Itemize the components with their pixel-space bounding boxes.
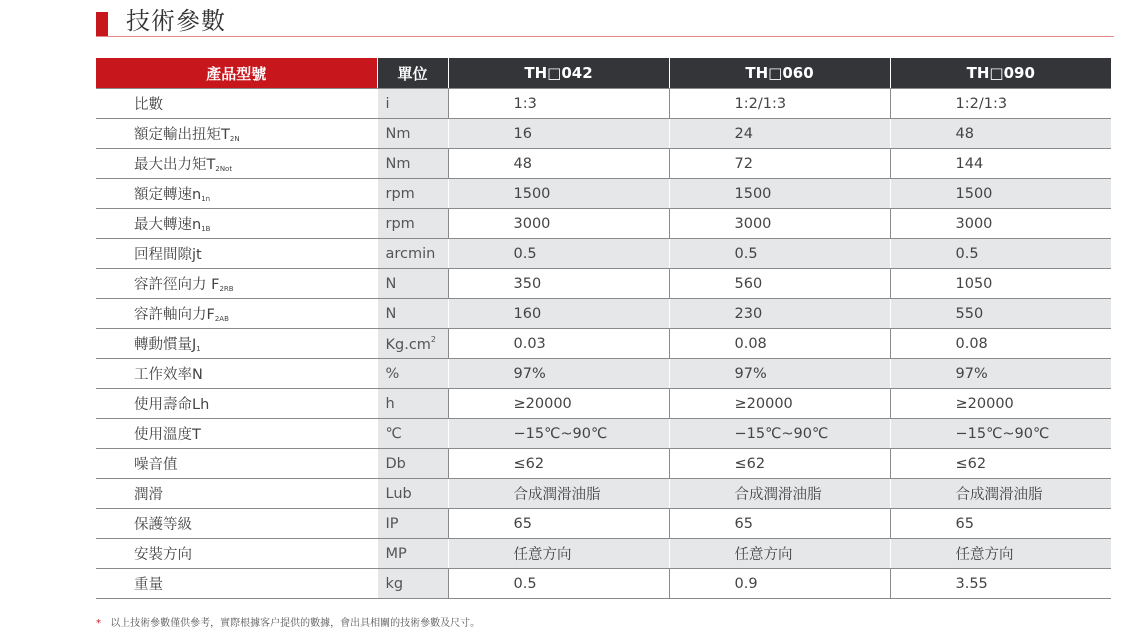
param-subscript: 2RB [219,285,234,293]
param-subscript: 1B [201,225,211,233]
param-value-th090: 0.08 [890,329,1111,359]
param-unit: arcmin [385,245,436,262]
param-name-cell [96,119,377,149]
param-value-th060: 230 [669,299,890,329]
param-name: 使用溫度T [134,427,201,443]
param-name-cell [96,479,377,509]
header-model-th090: TH□090 [890,58,1111,89]
param-unit-cell [377,329,448,359]
page-title: 技術參數 [126,7,226,35]
table-row [96,419,1111,449]
param-unit-cell [377,299,448,329]
param-value-th042: 97% [448,359,669,389]
param-name: 使用壽命Lh [134,397,210,413]
param-value-th060: 0.5 [669,239,890,269]
table-row [96,329,1111,359]
param-unit-cell [377,509,448,539]
param-value-th060: −15℃~90℃ [669,419,890,449]
param-name: 額定轉速n [134,187,202,203]
param-value-th042: 65 [448,509,669,539]
param-name: 最大出力矩T [134,157,216,173]
param-unit-cell [377,149,448,179]
param-value-th090: 1:2/1:3 [890,89,1111,119]
param-value-th060: 65 [669,509,890,539]
param-subscript: 2N [229,135,240,143]
param-unit-cell [377,539,448,569]
param-unit: Nm [385,125,411,142]
param-value-th060: 97% [669,359,890,389]
param-subscript: 2Not [215,165,233,173]
param-name-cell [96,179,377,209]
header-unit: 單位 [377,58,448,89]
param-unit: Kg.cm [385,336,431,353]
param-unit-cell [377,419,448,449]
param-name-cell [96,209,377,239]
param-subscript: 1n [201,195,211,203]
param-name: 安裝方向 [134,547,192,563]
table-row [96,539,1111,569]
param-name: 工作效率N [134,367,203,383]
param-value-th060: 3000 [669,209,890,239]
param-name: 容許徑向力 F [134,277,220,293]
param-value-th042: 任意方向 [448,539,669,569]
param-value-th042: 合成潤滑油脂 [448,479,669,509]
footnote-asterisk: * [96,618,101,629]
param-value-th090: 65 [890,509,1111,539]
param-name-cell [96,329,377,359]
table-row [96,449,1111,479]
param-value-th042: 1:3 [448,89,669,119]
param-name: 容許軸向力F [134,307,215,323]
param-unit-cell [377,359,448,389]
title-divider [96,36,1114,37]
header-model-th060: TH□060 [669,58,890,89]
param-unit: rpm [385,215,415,232]
param-unit-cell [377,389,448,419]
header-model-th042: TH□042 [448,58,669,89]
table-row [96,149,1111,179]
footnote-text: 以上技術參數僅供參考，實際根據客户提供的數據，會出具相關的技術參數及尺寸。 [110,618,481,629]
param-value-th042: 0.5 [448,569,669,599]
param-value-th060: 0.08 [669,329,890,359]
param-value-th042: 3000 [448,209,669,239]
table-row [96,239,1111,269]
title-accent-bar [96,12,108,36]
param-value-th090: 144 [890,149,1111,179]
param-value-th090: 48 [890,119,1111,149]
param-unit: h [385,395,395,412]
param-value-th042: 16 [448,119,669,149]
param-value-th060: 24 [669,119,890,149]
spec-table [96,58,1111,599]
param-value-th060: 1500 [669,179,890,209]
table-row [96,389,1111,419]
table-header-row [96,58,1111,89]
param-value-th090: 97% [890,359,1111,389]
param-unit-cell [377,209,448,239]
table-row [96,509,1111,539]
param-value-th042: 0.03 [448,329,669,359]
param-unit: IP [385,515,399,532]
param-value-th042: 48 [448,149,669,179]
param-value-th060: 合成潤滑油脂 [669,479,890,509]
param-name-cell [96,509,377,539]
param-value-th042: 0.5 [448,239,669,269]
table-row [96,89,1111,119]
param-value-th042: 1500 [448,179,669,209]
param-name-cell [96,389,377,419]
param-name-cell [96,419,377,449]
header-product-model: 產品型號 [96,58,377,89]
param-unit: i [385,95,390,112]
param-name-cell [96,539,377,569]
param-value-th042: ≤62 [448,449,669,479]
param-unit: rpm [385,185,415,202]
param-unit: N [385,305,397,322]
table-row [96,359,1111,389]
param-value-th060: 1:2/1:3 [669,89,890,119]
table-row [96,119,1111,149]
param-unit: ℃ [385,425,402,442]
table-row [96,179,1111,209]
param-value-th042: ≥20000 [448,389,669,419]
param-value-th060: 0.9 [669,569,890,599]
param-unit: Db [385,455,406,472]
param-value-th060: 72 [669,149,890,179]
table-row [96,479,1111,509]
param-unit-cell [377,569,448,599]
param-value-th090: 0.5 [890,239,1111,269]
param-unit-cell [377,89,448,119]
param-subscript: 1 [196,345,201,353]
param-unit-cell [377,239,448,269]
param-unit: Nm [385,155,411,172]
param-value-th060: 任意方向 [669,539,890,569]
param-value-th060: ≤62 [669,449,890,479]
param-name-cell [96,239,377,269]
param-value-th090: 任意方向 [890,539,1111,569]
param-value-th090: 1500 [890,179,1111,209]
param-name-cell [96,569,377,599]
param-subscript: 2AB [214,315,229,323]
param-unit: N [385,275,397,292]
param-unit-cell [377,119,448,149]
param-value-th090: 550 [890,299,1111,329]
param-value-th090: 合成潤滑油脂 [890,479,1111,509]
param-name: 噪音值 [134,457,178,473]
param-unit-cell [377,479,448,509]
param-unit-cell [377,449,448,479]
param-value-th090: −15℃~90℃ [890,419,1111,449]
param-name: 潤滑 [134,487,163,503]
param-name: 回程間隙jt [134,247,202,263]
param-value-th090: 3000 [890,209,1111,239]
param-unit-superscript: 2 [430,334,437,344]
param-unit-cell [377,269,448,299]
spec-table-body [96,89,1111,599]
param-value-th090: ≥20000 [890,389,1111,419]
param-name: 比數 [134,97,163,113]
param-unit-cell [377,179,448,209]
param-value-th090: ≤62 [890,449,1111,479]
param-name-cell [96,89,377,119]
param-name: 額定輸出扭矩T [134,127,230,143]
param-name-cell [96,449,377,479]
param-name-cell [96,299,377,329]
param-unit: Lub [385,485,412,502]
param-value-th060: ≥20000 [669,389,890,419]
param-value-th042: 350 [448,269,669,299]
table-row [96,269,1111,299]
param-value-th042: 160 [448,299,669,329]
param-value-th090: 3.55 [890,569,1111,599]
param-name: 最大轉速n [134,217,202,233]
param-name: 轉動慣量J [134,337,197,353]
param-unit: % [385,365,400,382]
table-row [96,299,1111,329]
table-row [96,209,1111,239]
param-name-cell [96,149,377,179]
param-value-th042: −15℃~90℃ [448,419,669,449]
param-unit: kg [385,575,404,592]
footnote [96,614,480,629]
param-name-cell [96,269,377,299]
param-value-th060: 560 [669,269,890,299]
table-row [96,569,1111,599]
param-unit: MP [385,545,407,562]
param-name: 重量 [134,577,163,593]
param-value-th090: 1050 [890,269,1111,299]
param-name-cell [96,359,377,389]
param-name: 保護等級 [134,517,192,533]
